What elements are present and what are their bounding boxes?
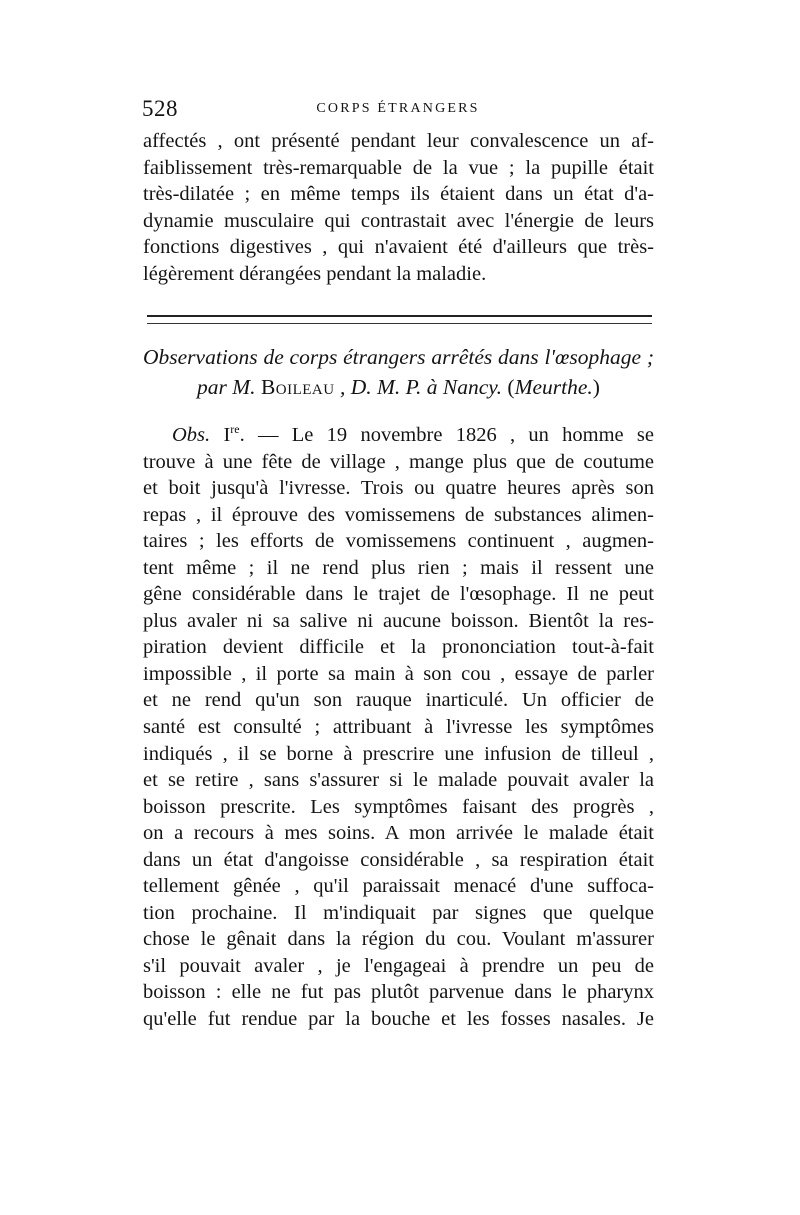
close-paren: ): [592, 375, 600, 399]
text-line: gêne considérable dans le trajet de l'œsophage. Il ne peut: [143, 583, 654, 606]
text-line: qu'elle fut rendue par la bouche et les fosses nasales. Je: [143, 1008, 654, 1031]
observation-first-line: [143, 422, 654, 449]
text-line: chose le gênait dans la région du cou. Voulant m'assurer: [143, 928, 654, 951]
text-line: dynamie musculaire qui contrastait avec l'énergie de leurs: [143, 209, 654, 232]
text-line: fonctions digestives , qui n'avaient été d'ailleurs que très-: [143, 236, 654, 259]
observation-paragraph: [143, 422, 654, 1033]
heading-prefix: par M.: [197, 375, 261, 399]
observation-first-line-text: . — Le 19 novembre 1826 , un homme se: [239, 424, 654, 446]
text-line: impossible , il porte sa main à son cou , essaye de parler: [143, 662, 654, 685]
open-paren: (: [507, 375, 515, 399]
text-line: et ne rend qu'un son rauque inarticulé. Un officier de: [143, 689, 654, 712]
text-line: très-dilatée ; en même temps ils étaient dans un état d'a-: [143, 183, 654, 206]
heading-line-1: Observations de corps étrangers arrêtés dans l'œsophage ;: [143, 345, 654, 369]
text-line: et se retire , sans s'assurer si le malade pouvait avaler la: [143, 769, 654, 792]
text-line: boisson prescrite. Les symptômes faisant des progrès ,: [143, 795, 654, 818]
page-number: 528: [142, 96, 178, 121]
observation-number: I: [223, 424, 231, 446]
text-line: affectés , ont présenté pendant leur convalescence un af-: [143, 130, 654, 152]
text-line: plus avaler ni sa salive ni aucune boisson. Bientôt la res-: [143, 609, 654, 632]
author-name: Boileau: [260, 375, 335, 399]
section-heading: [143, 342, 654, 402]
text-line: et boit jusqu'à l'ivresse. Trois ou quatre heures après son: [143, 477, 654, 500]
text-line: faiblissement très-remarquable de la vue ; la pupille était: [143, 156, 654, 179]
observation-label: Obs.: [172, 424, 211, 446]
text-line: boisson : elle ne fut pas plutôt parvenue dans le pharynx: [143, 981, 654, 1004]
text-line: indiqués , il se borne à prescrire une infusion de tilleul ,: [143, 742, 654, 765]
text-line: tellement gênée , qu'il paraissait menacé d'une suffoca-: [143, 875, 654, 898]
place-name: Meurthe.: [514, 375, 593, 399]
text-line: santé est consulté ; attribuant à l'ivresse les symptômes: [143, 716, 654, 739]
running-title: CORPS ÉTRANGERS: [316, 101, 480, 116]
text-line: légèrement dérangées pendant la maladie.: [143, 262, 487, 285]
running-head: [142, 96, 654, 124]
heading-line-2: [143, 372, 654, 402]
text-line: tion prochaine. Il m'indiquait par signes que quelque: [143, 901, 654, 924]
section-divider: [147, 315, 652, 324]
text-line: piration devient difficile et la prononciation tout-à-fait: [143, 636, 654, 659]
text-line: s'il pouvait avaler , je l'engageai à prendre un peu de: [143, 954, 654, 977]
text-line: repas , il éprouve des vomissemens de substances alimen-: [143, 503, 654, 526]
prelude-paragraph: [143, 128, 654, 287]
text-line: dans un état d'angoisse considérable , sa respiration était: [143, 848, 654, 871]
text-line: taires ; les efforts de vomissemens continuent , augmen-: [143, 530, 654, 553]
text-line: trouve à une fête de village , mange plus que de coutume: [143, 450, 654, 473]
text-line: on a recours à mes soins. A mon arrivée le malade était: [143, 822, 654, 845]
heading-middle: , D. M. P. à Nancy.: [334, 375, 508, 399]
text-line: tent même ; il ne rend plus rien ; mais il ressent une: [143, 556, 654, 579]
observation-number-superscript: re: [230, 422, 240, 436]
